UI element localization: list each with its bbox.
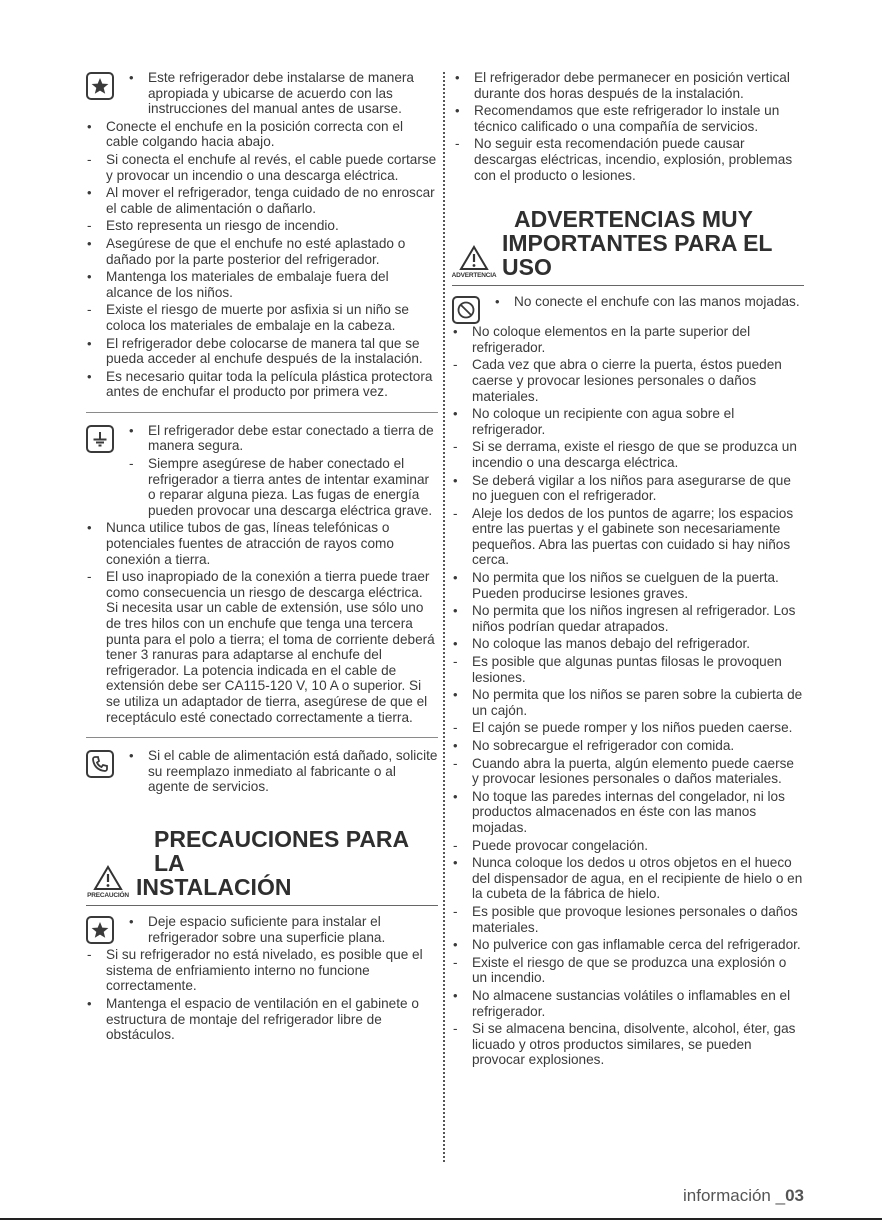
section-title bbox=[502, 207, 804, 279]
bullet-item bbox=[84, 369, 438, 400]
item-text: Cada vez que abra o cierre la puerta, éstos pueden caerse y provocar lesiones personales o daños materiales. bbox=[472, 357, 782, 404]
footer-separator: _ bbox=[770, 1186, 786, 1205]
bullet-item bbox=[84, 520, 438, 567]
item-text: El uso inapropiado de la conexión a tierra puede traer como consecuencia un riesgo de descarga eléctrica. Si necesita usar un cable de extensión, use sólo uno de tres hilos con un enchufe que tenga una tercera punta para el polo a tierra; el toma de corriente deberá tener 3 ranuras para adaptarse al enchufe del refrigerador. La potencia indicada en el cable de extensión debe ser CA115-120 V, 10 A o superior. Si se utiliza un adaptador de tierra, asegúrese de que el receptáculo esté conectado correctamente a tierra. bbox=[106, 569, 435, 725]
bullet-item bbox=[84, 119, 438, 150]
bullet-marker bbox=[452, 70, 474, 101]
bullet-item bbox=[450, 570, 804, 601]
item-text: No almacene sustancias volátiles o inflamables en el refrigerador. bbox=[472, 987, 791, 1019]
star-note-group bbox=[86, 70, 438, 119]
bullet-item bbox=[450, 324, 804, 355]
dash-item bbox=[450, 955, 804, 986]
warning-badge bbox=[452, 245, 496, 279]
dash-marker bbox=[84, 947, 106, 994]
item-text: Nunca coloque los dedos u otros objetos en el hueco del dispensador de agua, en el recipiente de hielo o en la cubeta de la fábrica de hielo. bbox=[472, 855, 803, 902]
bullet-marker bbox=[450, 988, 472, 1019]
dash-marker bbox=[450, 904, 472, 935]
bullet-marker bbox=[126, 423, 148, 454]
item-text: Esto representa un riesgo de incendio. bbox=[106, 218, 339, 234]
bottom-rule bbox=[0, 1218, 882, 1220]
installation-list bbox=[84, 947, 438, 1043]
install-recommendations-list bbox=[452, 70, 804, 183]
bullet-marker bbox=[84, 185, 106, 216]
section-rule bbox=[452, 285, 804, 286]
item-text: El refrigerador debe colocarse de manera tal que se pueda acceder al enchufe después de la instalación. bbox=[106, 335, 423, 367]
item-text: El cajón se puede romper y los niños pueden caerse. bbox=[472, 720, 793, 736]
item-text: No seguir esta recomendación puede causar descargas eléctricas, incendio, explosión, problemas con el producto o lesiones. bbox=[474, 136, 793, 183]
dash-item bbox=[84, 947, 438, 994]
item-text: Mantenga el espacio de ventilación en el gabinete o estructura de montaje del refrigerador libre de obstáculos. bbox=[106, 995, 419, 1043]
bullet-marker bbox=[450, 570, 472, 601]
ground-icon bbox=[86, 425, 114, 453]
bullet-marker bbox=[126, 914, 148, 945]
dash-marker bbox=[450, 756, 472, 787]
star-icon bbox=[86, 916, 114, 944]
dash-marker bbox=[450, 955, 472, 986]
item-text: Existe el riesgo de que se produzca una explosión o un incendio. bbox=[472, 954, 787, 986]
bullet-item bbox=[84, 996, 438, 1043]
section-heading-usage bbox=[452, 207, 804, 279]
bullet-marker bbox=[126, 748, 148, 795]
item-text: No coloque elementos en la parte superior del refrigerador. bbox=[472, 324, 751, 355]
item-text: Conecte el enchufe en la posición correcta con el cable colgando hacia abajo. bbox=[106, 118, 403, 150]
bullet-item bbox=[84, 236, 438, 267]
dash-item bbox=[450, 720, 804, 736]
usage-warnings-list bbox=[450, 324, 804, 1068]
bullet-item bbox=[450, 937, 804, 953]
bullet-marker bbox=[450, 789, 472, 836]
bullet-item bbox=[126, 748, 438, 795]
section-rule bbox=[86, 905, 438, 906]
bullet-marker bbox=[450, 324, 472, 355]
bullet-item bbox=[450, 988, 804, 1019]
item-text: No pulverice con gas inflamable cerca del refrigerador. bbox=[472, 937, 801, 953]
item-text: Siempre asegúrese de haber conectado el refrigerador a tierra antes de intentar examinar o reparar alguna pieza. Las fugas de energía pueden provocar una descarga eléctrica grave. bbox=[148, 456, 433, 518]
dash-marker bbox=[452, 136, 474, 183]
dash-marker bbox=[126, 456, 148, 518]
bullet-item bbox=[450, 603, 804, 634]
bullet-item bbox=[126, 914, 438, 945]
item-text: No sobrecargue el refrigerador con comida. bbox=[472, 738, 735, 753]
bullet-item bbox=[450, 855, 804, 902]
star-note-items bbox=[126, 70, 438, 119]
dash-marker bbox=[84, 302, 106, 333]
bullet-marker bbox=[84, 119, 106, 150]
item-text: Se deberá vigilar a los niños para asegurarse de que no jueguen con el refrigerador. bbox=[472, 472, 791, 504]
bullet-marker bbox=[84, 236, 106, 267]
left-column bbox=[86, 70, 438, 1045]
item-text: Es necesario quitar toda la película plástica protectora antes de enchufar el producto por primera vez. bbox=[106, 368, 433, 400]
dash-item bbox=[450, 357, 804, 404]
no-wet-hands-group bbox=[452, 294, 804, 324]
bullet-marker bbox=[450, 636, 472, 652]
item-text: Es posible que provoque lesiones personales o daños materiales. bbox=[472, 903, 798, 935]
bullet-item bbox=[84, 269, 438, 300]
bullet-item bbox=[452, 103, 804, 134]
dash-item bbox=[450, 439, 804, 470]
dash-item bbox=[126, 456, 438, 518]
bullet-item bbox=[492, 294, 804, 310]
bullet-marker bbox=[450, 687, 472, 718]
section-title-line1: PRECAUCIONES PARA LA bbox=[154, 825, 409, 876]
bullet-marker bbox=[450, 406, 472, 437]
bullet-item bbox=[126, 70, 438, 117]
item-text: No permita que los niños se paren sobre la cubierta de un cajón. bbox=[472, 687, 803, 718]
phone-note-group bbox=[86, 748, 438, 797]
dash-marker bbox=[450, 720, 472, 736]
item-text: Cuando abra la puerta, algún elemento puede caerse y provocar lesiones personales o daños materiales. bbox=[472, 755, 794, 787]
bullet-item bbox=[84, 336, 438, 367]
dash-item bbox=[452, 136, 804, 183]
dash-item bbox=[450, 756, 804, 787]
ground-note-items bbox=[126, 423, 438, 521]
bullet-marker bbox=[450, 603, 472, 634]
bullet-item bbox=[450, 738, 804, 754]
bullet-item bbox=[84, 185, 438, 216]
item-text: Este refrigerador debe instalarse de manera apropiada y ubicarse de acuerdo con las instrucciones del manual antes de usarse. bbox=[148, 70, 414, 117]
ground-list bbox=[84, 520, 438, 725]
footer-section-label: información bbox=[683, 1186, 771, 1205]
section-title bbox=[136, 827, 438, 899]
bullet-marker bbox=[84, 996, 106, 1043]
item-text: El refrigerador debe permanecer en posición vertical durante dos horas después de la instalación. bbox=[474, 70, 790, 101]
bullet-marker bbox=[450, 855, 472, 902]
item-text: No toque las paredes internas del congelador, ni los productos almacenados en éste con las manos mojadas. bbox=[472, 788, 785, 835]
item-text: Puede provocar congelación. bbox=[472, 837, 649, 853]
warning-triangle-icon bbox=[459, 245, 489, 271]
phone-note-items bbox=[126, 748, 438, 797]
item-text: Recomendamos que este refrigerador lo instale un técnico calificado o una compañía de servicios. bbox=[474, 103, 780, 134]
bullet-marker bbox=[84, 520, 106, 567]
caution-label: PRECAUCIÓN bbox=[87, 891, 129, 899]
bullet-marker bbox=[450, 473, 472, 504]
item-text: Si se almacena bencina, disolvente, alcohol, éter, gas licuado y otros productos similares, se pueden provocar explosiones. bbox=[472, 1021, 796, 1068]
item-text: Si se derrama, existe el riesgo de que se produzca un incendio o una descarga eléctrica. bbox=[472, 439, 797, 470]
item-text: Es posible que algunas puntas filosas le provoquen lesiones. bbox=[472, 654, 782, 685]
bullet-item bbox=[452, 70, 804, 101]
star-note-group-2 bbox=[86, 914, 438, 947]
phone-icon bbox=[86, 750, 114, 778]
item-text: No conecte el enchufe con las manos mojadas. bbox=[514, 294, 800, 310]
warning-label: ADVERTENCIA bbox=[451, 272, 497, 280]
dash-item bbox=[84, 302, 438, 333]
item-text: Deje espacio suficiente para instalar el refrigerador sobre una superficie plana. bbox=[148, 913, 386, 945]
section-title-line1: ADVERTENCIAS MUY bbox=[514, 206, 753, 233]
bullet-marker bbox=[492, 294, 514, 310]
column-divider bbox=[443, 72, 445, 1162]
bullet-marker bbox=[452, 103, 474, 134]
dash-item bbox=[450, 1021, 804, 1068]
page-footer bbox=[683, 1186, 804, 1206]
star-icon bbox=[86, 72, 114, 100]
item-text: Al mover el refrigerador, tenga cuidado de no enroscar el cable de alimentación o dañarlo. bbox=[106, 185, 435, 216]
dash-item bbox=[84, 569, 438, 725]
dash-marker bbox=[84, 152, 106, 183]
dash-marker bbox=[450, 838, 472, 854]
bullet-marker bbox=[450, 937, 472, 953]
dash-marker bbox=[84, 218, 106, 234]
no-wet-hands-items bbox=[492, 294, 804, 312]
bullet-marker bbox=[450, 738, 472, 754]
bullet-item bbox=[126, 423, 438, 454]
bullet-marker bbox=[84, 336, 106, 367]
no-wet-hands-icon bbox=[452, 296, 480, 324]
bullet-item bbox=[450, 406, 804, 437]
section-title-line2: IMPORTANTES PARA EL USO bbox=[502, 230, 773, 281]
dash-item bbox=[84, 152, 438, 183]
item-text: No permita que los niños ingresen al refrigerador. Los niños podrían quedar atrapados. bbox=[472, 603, 796, 634]
page-number: 03 bbox=[785, 1186, 804, 1205]
section-heading-installation bbox=[86, 827, 438, 899]
ground-note-group bbox=[86, 423, 438, 521]
warning-triangle-icon bbox=[93, 865, 123, 891]
item-text: Aleje los dedos de los puntos de agarre; los espacios entre las puertas y el gabinete son necesariamente pequeños. Abra las puertas con cuidado si hay niños cerca. bbox=[472, 505, 794, 568]
item-text: No permita que los niños se cuelguen de la puerta. Pueden producirse lesiones graves. bbox=[472, 570, 779, 601]
dash-marker bbox=[450, 506, 472, 568]
bullet-item bbox=[450, 636, 804, 652]
bullet-item bbox=[450, 687, 804, 718]
item-text: No coloque las manos debajo del refrigerador. bbox=[472, 636, 751, 652]
dash-marker bbox=[450, 654, 472, 685]
section-title-line2: INSTALACIÓN bbox=[136, 873, 292, 900]
dash-marker bbox=[450, 357, 472, 404]
separator bbox=[86, 737, 438, 738]
item-text: Asegúrese de que el enchufe no esté aplastado o dañado por la parte posterior del refrigerador. bbox=[106, 235, 406, 267]
install-list bbox=[84, 119, 438, 400]
caution-badge bbox=[86, 865, 130, 899]
item-text: Si conecta el enchufe al revés, el cable puede cortarse y provocar un incendio o una descarga eléctrica. bbox=[106, 151, 437, 183]
bullet-item bbox=[450, 473, 804, 504]
right-column bbox=[452, 70, 804, 1070]
item-text: Si el cable de alimentación está dañado, solicite su reemplazo inmediato al fabricante o al agente de servicios. bbox=[148, 748, 438, 795]
separator bbox=[86, 412, 438, 413]
bullet-marker bbox=[84, 269, 106, 300]
dash-marker bbox=[450, 439, 472, 470]
item-text: Si su refrigerador no está nivelado, es posible que el sistema de enfriamiento interno no funcione correctamente. bbox=[106, 947, 423, 994]
item-text: El refrigerador debe estar conectado a tierra de manera segura. bbox=[148, 422, 434, 454]
dash-marker bbox=[450, 1021, 472, 1068]
bullet-item bbox=[450, 789, 804, 836]
bullet-marker bbox=[126, 70, 148, 117]
item-text: No coloque un recipiente con agua sobre el refrigerador. bbox=[472, 406, 735, 437]
dash-item bbox=[450, 654, 804, 685]
item-text: Mantenga los materiales de embalaje fuera del alcance de los niños. bbox=[106, 269, 389, 300]
dash-item bbox=[450, 506, 804, 568]
dash-item bbox=[450, 904, 804, 935]
item-text: Nunca utilice tubos de gas, líneas telefónicas o potenciales fuentes de atracción de rayos como conexión a tierra. bbox=[106, 520, 394, 567]
bullet-marker bbox=[84, 369, 106, 400]
star-note-items-2 bbox=[126, 914, 438, 947]
item-text: Existe el riesgo de muerte por asfixia si un niño se coloca los materiales de embalaje en la cabeza. bbox=[106, 302, 409, 333]
dash-item bbox=[450, 838, 804, 854]
dash-item bbox=[84, 218, 438, 234]
dash-marker bbox=[84, 569, 106, 725]
